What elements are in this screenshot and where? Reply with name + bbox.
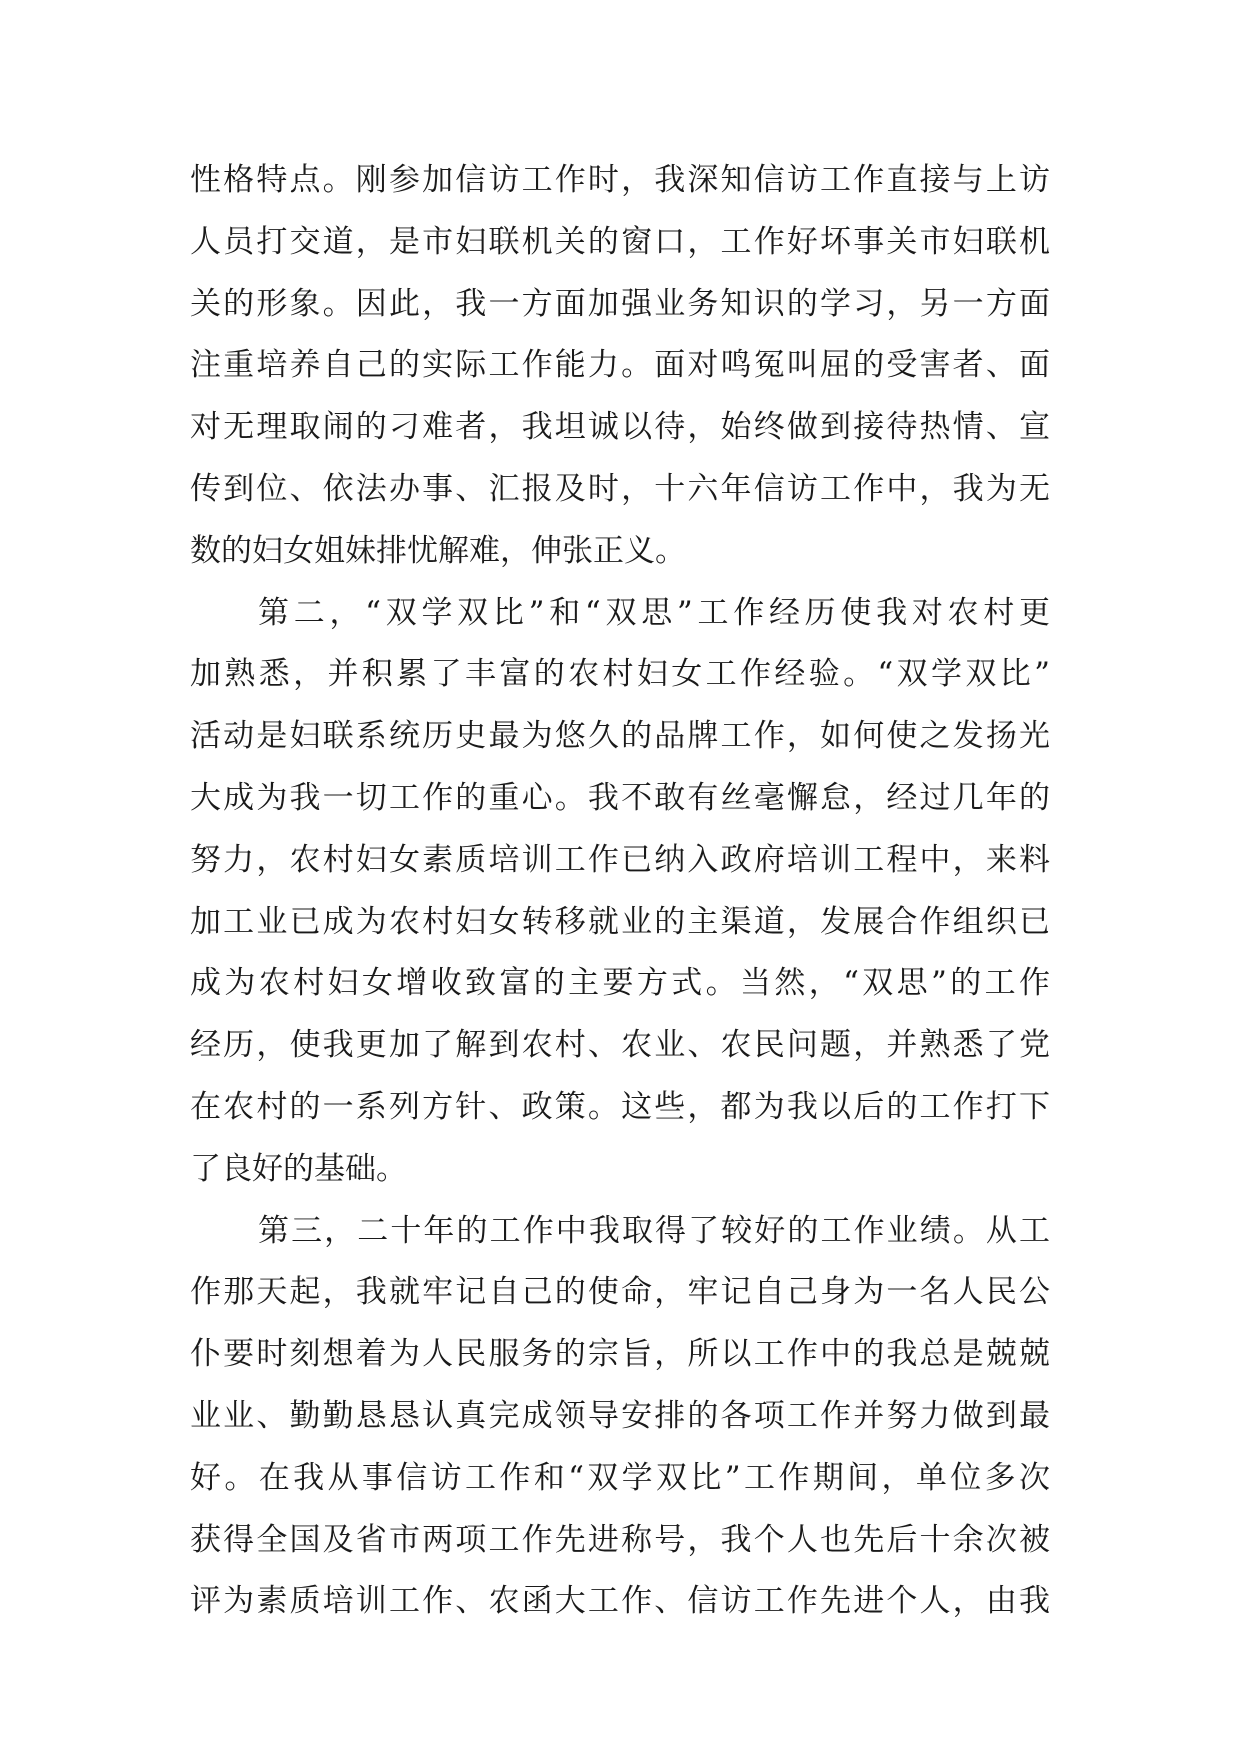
text-line: 好。在我从事信访工作和“双学双比”工作期间，单位多次 <box>190 1459 1050 1496</box>
paragraph-2 <box>190 583 1050 1201</box>
text-line: 活动是妇联系统历史最为悠久的品牌工作，如何使之发扬光 <box>190 718 1050 755</box>
text-line: 仆要时刻想着为人民服务的宗旨，所以工作中的我总是兢兢 <box>190 1336 1050 1373</box>
text-line: 注重培养自己的实际工作能力。面对鸣冤叫屈的受害者、面 <box>190 347 1050 384</box>
paragraph-3 <box>190 1201 1050 1634</box>
document-body <box>190 150 1050 1633</box>
text-line: 人员打交道，是市妇联机关的窗口，工作好坏事关市妇联机 <box>190 223 1050 260</box>
text-line: 了良好的基础。 <box>190 1150 407 1187</box>
text-line: 性格特点。刚参加信访工作时，我深知信访工作直接与上访 <box>190 162 1050 198</box>
text-line: 第二，“双学双比”和“双思”工作经历使我对农村更 <box>258 594 1050 631</box>
text-line: 对无理取闹的刁难者，我坦诚以待，始终做到接待热情、宣 <box>190 409 1050 446</box>
text-line: 作那天起，我就牢记自己的使命，牢记自己身为一名人民公 <box>190 1274 1050 1311</box>
text-line: 加熟悉，并积累了丰富的农村妇女工作经验。“双学双比” <box>190 656 1050 693</box>
text-line: 第三，二十年的工作中我取得了较好的工作业绩。从工 <box>258 1212 1050 1249</box>
text-line: 成为农村妇女增收致富的主要方式。当然，“双思”的工作 <box>190 965 1050 1002</box>
text-line: 加工业已成为农村妇女转移就业的主渠道，发展合作组织已 <box>190 903 1050 940</box>
text-line: 业业、勤勤恳恳认真完成领导安排的各项工作并努力做到最 <box>190 1397 1050 1434</box>
paragraph-1 <box>190 150 1050 583</box>
text-line: 在农村的一系列方针、政策。这些，都为我以后的工作打下 <box>190 1088 1050 1125</box>
text-line: 大成为我一切工作的重心。我不敢有丝毫懈怠，经过几年的 <box>190 779 1050 816</box>
text-line: 评为素质培训工作、农函大工作、信访工作先进个人，由我 <box>190 1583 1050 1620</box>
text-line: 传到位、依法办事、汇报及时，十六年信访工作中，我为无 <box>190 470 1050 507</box>
text-line: 数的妇女姐妹排忧解难，伸张正义。 <box>190 532 686 569</box>
text-line: 获得全国及省市两项工作先进称号，我个人也先后十余次被 <box>190 1521 1050 1558</box>
text-line: 关的形象。因此，我一方面加强业务知识的学习，另一方面 <box>190 285 1050 322</box>
text-line: 经历，使我更加了解到农村、农业、农民问题，并熟悉了党 <box>190 1027 1050 1064</box>
text-line: 努力，农村妇女素质培训工作已纳入政府培训工程中，来料 <box>190 841 1050 878</box>
